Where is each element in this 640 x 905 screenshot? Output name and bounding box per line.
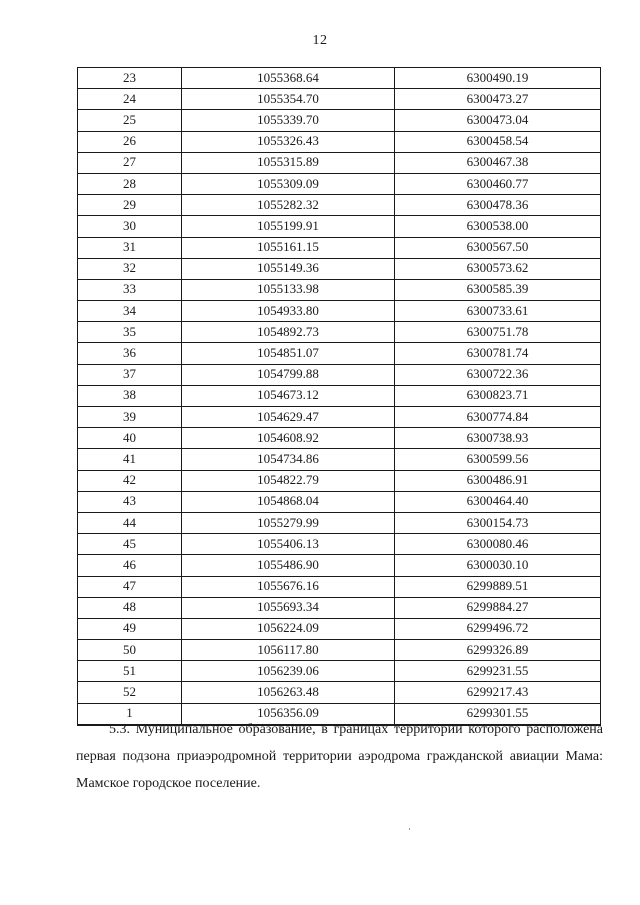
x-coordinate-cell: 1056263.48: [182, 682, 395, 703]
point-number-cell: 47: [78, 576, 182, 597]
table-row: [78, 512, 601, 533]
x-coordinate-cell: 1054734.86: [182, 449, 395, 470]
point-number-cell: 28: [78, 173, 182, 194]
x-coordinate-cell: 1055354.70: [182, 89, 395, 110]
coordinates-table-body: [78, 68, 601, 725]
point-number-cell: 40: [78, 428, 182, 449]
y-coordinate-cell: 6299326.89: [395, 640, 601, 661]
table-row: [78, 576, 601, 597]
x-coordinate-cell: 1055368.64: [182, 68, 395, 89]
x-coordinate-cell: 1054799.88: [182, 364, 395, 385]
y-coordinate-cell: 6300030.10: [395, 555, 601, 576]
x-coordinate-cell: 1055693.34: [182, 597, 395, 618]
point-number-cell: 24: [78, 89, 182, 110]
table-row: [78, 152, 601, 173]
x-coordinate-cell: 1054822.79: [182, 470, 395, 491]
paragraph-line-2: первая подзона приаэродромной территории аэродрома гражданской авиации Мама:: [76, 749, 603, 764]
y-coordinate-cell: 6300738.93: [395, 428, 601, 449]
table-row: [78, 428, 601, 449]
y-coordinate-cell: 6300458.54: [395, 131, 601, 152]
y-coordinate-cell: 6300460.77: [395, 173, 601, 194]
point-number-cell: 25: [78, 110, 182, 131]
table-row: [78, 301, 601, 322]
point-number-cell: 46: [78, 555, 182, 576]
y-coordinate-cell: 6300467.38: [395, 152, 601, 173]
table-row: [78, 449, 601, 470]
x-coordinate-cell: 1056224.09: [182, 618, 395, 639]
y-coordinate-cell: 6300538.00: [395, 216, 601, 237]
x-coordinate-cell: 1055133.98: [182, 279, 395, 300]
x-coordinate-cell: 1054629.47: [182, 407, 395, 428]
x-coordinate-cell: 1055676.16: [182, 576, 395, 597]
point-number-cell: 34: [78, 301, 182, 322]
y-coordinate-cell: 6300781.74: [395, 343, 601, 364]
paragraph-line-1: 5.3. Муниципальное образование, в границах территории которого расположена: [109, 722, 603, 737]
y-coordinate-cell: 6299231.55: [395, 661, 601, 682]
table-row: [78, 491, 601, 512]
table-row: [78, 682, 601, 703]
point-number-cell: 44: [78, 512, 182, 533]
point-number-cell: 48: [78, 597, 182, 618]
x-coordinate-cell: 1054892.73: [182, 322, 395, 343]
x-coordinate-cell: 1054868.04: [182, 491, 395, 512]
table-row: [78, 173, 601, 194]
x-coordinate-cell: 1055161.15: [182, 237, 395, 258]
table-row: [78, 597, 601, 618]
y-coordinate-cell: 6299217.43: [395, 682, 601, 703]
x-coordinate-cell: 1054673.12: [182, 385, 395, 406]
table-row: [78, 195, 601, 216]
point-number-cell: 42: [78, 470, 182, 491]
table-row: [78, 407, 601, 428]
table-row: [78, 216, 601, 237]
table-row: [78, 89, 601, 110]
x-coordinate-cell: 1054608.92: [182, 428, 395, 449]
x-coordinate-cell: 1055406.13: [182, 534, 395, 555]
point-number-cell: 49: [78, 618, 182, 639]
point-number-cell: 36: [78, 343, 182, 364]
y-coordinate-cell: 6299301.55: [395, 703, 601, 725]
point-number-cell: 31: [78, 237, 182, 258]
table-row: [78, 110, 601, 131]
y-coordinate-cell: 6300486.91: [395, 470, 601, 491]
paragraph-line-3: Мамское городское поселение.: [76, 776, 261, 791]
point-number-cell: 45: [78, 534, 182, 555]
y-coordinate-cell: 6300774.84: [395, 407, 601, 428]
point-number-cell: 32: [78, 258, 182, 279]
y-coordinate-cell: 6299889.51: [395, 576, 601, 597]
x-coordinate-cell: 1055315.89: [182, 152, 395, 173]
point-number-cell: 33: [78, 279, 182, 300]
point-number-cell: 52: [78, 682, 182, 703]
point-number-cell: 43: [78, 491, 182, 512]
y-coordinate-cell: 6300599.56: [395, 449, 601, 470]
coordinates-table: [77, 67, 601, 726]
y-coordinate-cell: 6300154.73: [395, 512, 601, 533]
table-row: [78, 640, 601, 661]
scan-speck: [409, 828, 410, 830]
table-row: [78, 237, 601, 258]
section-5-3-paragraph: [76, 716, 603, 797]
table-row: [78, 68, 601, 89]
y-coordinate-cell: 6299496.72: [395, 618, 601, 639]
table-row: [78, 343, 601, 364]
y-coordinate-cell: 6300490.19: [395, 68, 601, 89]
table-row: [78, 555, 601, 576]
table-row: [78, 322, 601, 343]
x-coordinate-cell: 1055486.90: [182, 555, 395, 576]
y-coordinate-cell: 6300751.78: [395, 322, 601, 343]
point-number-cell: 1: [78, 703, 182, 725]
table-row: [78, 131, 601, 152]
table-row: [78, 661, 601, 682]
point-number-cell: 23: [78, 68, 182, 89]
table-row: [78, 618, 601, 639]
point-number-cell: 29: [78, 195, 182, 216]
point-number-cell: 37: [78, 364, 182, 385]
point-number-cell: 39: [78, 407, 182, 428]
table-row: [78, 258, 601, 279]
x-coordinate-cell: 1056239.06: [182, 661, 395, 682]
x-coordinate-cell: 1054933.80: [182, 301, 395, 322]
point-number-cell: 41: [78, 449, 182, 470]
table-row: [78, 364, 601, 385]
x-coordinate-cell: 1055339.70: [182, 110, 395, 131]
table-row: [78, 470, 601, 491]
table-row: [78, 279, 601, 300]
x-coordinate-cell: 1055309.09: [182, 173, 395, 194]
x-coordinate-cell: 1055199.91: [182, 216, 395, 237]
x-coordinate-cell: 1056117.80: [182, 640, 395, 661]
x-coordinate-cell: 1055326.43: [182, 131, 395, 152]
x-coordinate-cell: 1056356.09: [182, 703, 395, 725]
point-number-cell: 38: [78, 385, 182, 406]
point-number-cell: 35: [78, 322, 182, 343]
y-coordinate-cell: 6300733.61: [395, 301, 601, 322]
x-coordinate-cell: 1054851.07: [182, 343, 395, 364]
y-coordinate-cell: 6300473.04: [395, 110, 601, 131]
table-row: [78, 385, 601, 406]
y-coordinate-cell: 6300722.36: [395, 364, 601, 385]
page-number: 12: [312, 33, 328, 48]
y-coordinate-cell: 6300080.46: [395, 534, 601, 555]
x-coordinate-cell: 1055149.36: [182, 258, 395, 279]
point-number-cell: 26: [78, 131, 182, 152]
y-coordinate-cell: 6300585.39: [395, 279, 601, 300]
y-coordinate-cell: 6300464.40: [395, 491, 601, 512]
point-number-cell: 50: [78, 640, 182, 661]
x-coordinate-cell: 1055279.99: [182, 512, 395, 533]
y-coordinate-cell: 6300478.36: [395, 195, 601, 216]
x-coordinate-cell: 1055282.32: [182, 195, 395, 216]
table-row: [78, 534, 601, 555]
point-number-cell: 27: [78, 152, 182, 173]
y-coordinate-cell: 6299884.27: [395, 597, 601, 618]
y-coordinate-cell: 6300823.71: [395, 385, 601, 406]
y-coordinate-cell: 6300473.27: [395, 89, 601, 110]
y-coordinate-cell: 6300573.62: [395, 258, 601, 279]
point-number-cell: 30: [78, 216, 182, 237]
y-coordinate-cell: 6300567.50: [395, 237, 601, 258]
point-number-cell: 51: [78, 661, 182, 682]
